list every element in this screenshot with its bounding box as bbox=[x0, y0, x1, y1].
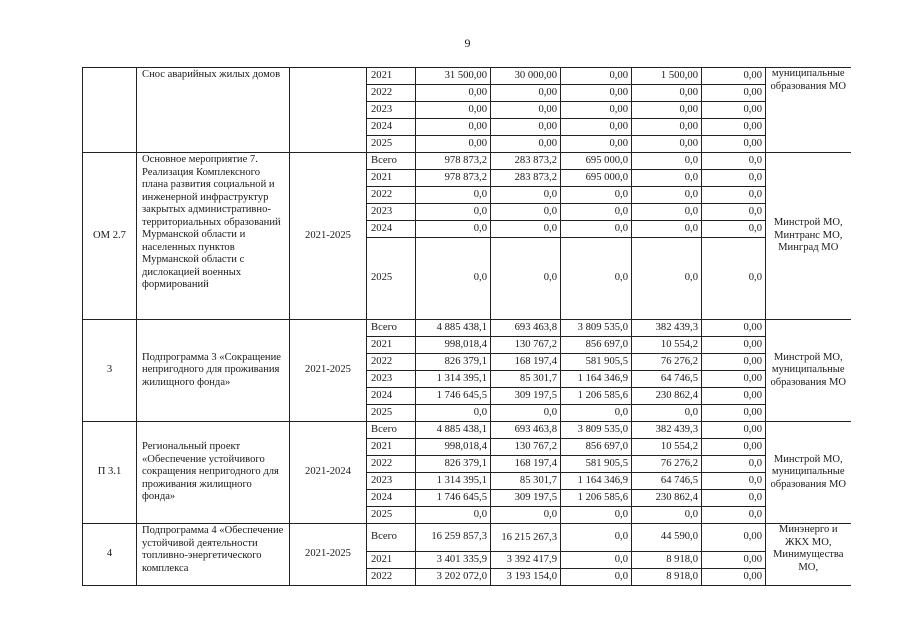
cell-federal: 0,00 bbox=[491, 85, 561, 102]
cell-total: 1 314 395,1 bbox=[416, 473, 491, 490]
row-year: 2025 bbox=[367, 507, 416, 524]
cell-federal: 0,00 bbox=[491, 119, 561, 136]
cell-total: 998,018,4 bbox=[416, 439, 491, 456]
cell-federal: 309 197,5 bbox=[491, 490, 561, 507]
block-period: 2021-2025 bbox=[290, 320, 367, 422]
cell-regional: 0,0 bbox=[561, 187, 632, 204]
cell-other: 0,00 bbox=[702, 569, 766, 586]
row-year: 2025 bbox=[367, 405, 416, 422]
row-year: 2021 bbox=[367, 68, 416, 85]
cell-other: 0,0 bbox=[702, 153, 766, 170]
row-year: 2022 bbox=[367, 187, 416, 204]
cell-total: 0,0 bbox=[416, 221, 491, 238]
cell-total: 4 885 438,1 bbox=[416, 422, 491, 439]
cell-federal: 0,0 bbox=[491, 204, 561, 221]
cell-total: 0,0 bbox=[416, 238, 491, 320]
cell-local: 10 554,2 bbox=[632, 337, 702, 354]
row-year: 2022 bbox=[367, 569, 416, 586]
cell-other: 0,0 bbox=[702, 187, 766, 204]
row-year: 2024 bbox=[367, 221, 416, 238]
row-year: 2023 bbox=[367, 371, 416, 388]
table-row bbox=[83, 422, 851, 439]
cell-federal: 693 463,8 bbox=[491, 422, 561, 439]
cell-local: 64 746,5 bbox=[632, 473, 702, 490]
cell-other: 0,00 bbox=[702, 354, 766, 371]
row-year: 2022 bbox=[367, 456, 416, 473]
cell-local: 8 918,0 bbox=[632, 552, 702, 569]
row-year: 2021 bbox=[367, 170, 416, 187]
cell-regional: 0,0 bbox=[561, 204, 632, 221]
cell-regional: 0,0 bbox=[561, 238, 632, 320]
cell-federal: 0,0 bbox=[491, 405, 561, 422]
cell-federal: 309 197,5 bbox=[491, 388, 561, 405]
block-executor: Минстрой МО, Минтранс МО, Минград МО bbox=[766, 153, 851, 320]
block-executor: Минстрой МО, муниципальные образования МО bbox=[766, 422, 851, 524]
row-year: 2024 bbox=[367, 119, 416, 136]
cell-total: 3 202 072,0 bbox=[416, 569, 491, 586]
cell-federal: 3 392 417,9 bbox=[491, 552, 561, 569]
block-period: 2021-2025 bbox=[290, 153, 367, 320]
cell-regional: 0,00 bbox=[561, 119, 632, 136]
cell-other: 0,00 bbox=[702, 439, 766, 456]
cell-total: 0,0 bbox=[416, 507, 491, 524]
cell-regional: 581 905,5 bbox=[561, 456, 632, 473]
cell-federal: 0,0 bbox=[491, 238, 561, 320]
cell-total: 3 401 335,9 bbox=[416, 552, 491, 569]
row-year: Всего bbox=[367, 153, 416, 170]
block-executor: муниципальные образования МО bbox=[766, 68, 851, 153]
cell-other: 0,0 bbox=[702, 456, 766, 473]
cell-other: 0,0 bbox=[702, 490, 766, 507]
cell-local: 0,0 bbox=[632, 153, 702, 170]
cell-local: 76 276,2 bbox=[632, 456, 702, 473]
cell-regional: 581 905,5 bbox=[561, 354, 632, 371]
row-year: 2021 bbox=[367, 439, 416, 456]
cell-regional: 0,0 bbox=[561, 569, 632, 586]
cell-total: 1 746 645,5 bbox=[416, 388, 491, 405]
cell-regional: 0,0 bbox=[561, 524, 632, 552]
cell-total: 978 873,2 bbox=[416, 170, 491, 187]
cell-total: 998,018,4 bbox=[416, 337, 491, 354]
cell-other: 0,0 bbox=[702, 473, 766, 490]
cell-other: 0,00 bbox=[702, 422, 766, 439]
cell-regional: 0,00 bbox=[561, 85, 632, 102]
cell-other: 0,00 bbox=[702, 388, 766, 405]
block-period: 2021-2024 bbox=[290, 422, 367, 524]
cell-local: 382 439,3 bbox=[632, 320, 702, 337]
row-year: Всего bbox=[367, 320, 416, 337]
cell-federal: 693 463,8 bbox=[491, 320, 561, 337]
cell-other: 0,00 bbox=[702, 68, 766, 85]
cell-other: 0,00 bbox=[702, 136, 766, 153]
cell-regional: 1 164 346,9 bbox=[561, 371, 632, 388]
cell-other: 0,00 bbox=[702, 524, 766, 552]
cell-regional: 1 164 346,9 bbox=[561, 473, 632, 490]
table-row bbox=[83, 153, 851, 170]
cell-other: 0,00 bbox=[702, 85, 766, 102]
cell-federal: 3 193 154,0 bbox=[491, 569, 561, 586]
cell-federal: 168 197,4 bbox=[491, 456, 561, 473]
cell-other: 0,00 bbox=[702, 337, 766, 354]
block-name: Основное мероприятие 7. Реализация Комплексного плана развития социальной и инженерной инфраструктур закрытых административно-территориальных образований Мурманской области и населенных пунктов Мурманской области с дислокацией военных формирований bbox=[137, 153, 290, 320]
cell-federal: 283 873,2 bbox=[491, 170, 561, 187]
cell-local: 0,00 bbox=[632, 85, 702, 102]
cell-total: 0,00 bbox=[416, 85, 491, 102]
cell-regional: 3 809 535,0 bbox=[561, 320, 632, 337]
block-name: Подпрограмма 4 «Обеспечение устойчивой деятельности топливно-энергетического комплекса bbox=[137, 524, 290, 586]
block-period bbox=[290, 68, 367, 153]
row-year: 2023 bbox=[367, 204, 416, 221]
cell-local: 0,0 bbox=[632, 170, 702, 187]
cell-local: 382 439,3 bbox=[632, 422, 702, 439]
budget-table bbox=[82, 67, 851, 586]
block-code: П 3.1 bbox=[83, 422, 137, 524]
block-executor: Минэнерго и ЖКХ МО, Минимущества МО, bbox=[766, 524, 851, 586]
row-year: 2022 bbox=[367, 354, 416, 371]
cell-total: 978 873,2 bbox=[416, 153, 491, 170]
cell-federal: 0,0 bbox=[491, 221, 561, 238]
cell-total: 826 379,1 bbox=[416, 456, 491, 473]
cell-total: 1 314 395,1 bbox=[416, 371, 491, 388]
cell-other: 0,0 bbox=[702, 204, 766, 221]
cell-total: 826 379,1 bbox=[416, 354, 491, 371]
cell-regional: 856 697,0 bbox=[561, 337, 632, 354]
cell-other: 0,0 bbox=[702, 221, 766, 238]
row-year: 2025 bbox=[367, 136, 416, 153]
cell-local: 0,0 bbox=[632, 204, 702, 221]
cell-regional: 1 206 585,6 bbox=[561, 388, 632, 405]
row-year: 2024 bbox=[367, 388, 416, 405]
cell-federal: 130 767,2 bbox=[491, 337, 561, 354]
block-executor: Минстрой МО, муниципальные образования МО bbox=[766, 320, 851, 422]
row-year: 2023 bbox=[367, 102, 416, 119]
row-year: Всего bbox=[367, 422, 416, 439]
block-code: 3 bbox=[83, 320, 137, 422]
row-year: 2025 bbox=[367, 238, 416, 320]
cell-federal: 30 000,00 bbox=[491, 68, 561, 85]
cell-local: 0,0 bbox=[632, 221, 702, 238]
cell-local: 0,00 bbox=[632, 119, 702, 136]
row-year: Всего bbox=[367, 524, 416, 552]
cell-local: 8 918,0 bbox=[632, 569, 702, 586]
cell-regional: 695 000,0 bbox=[561, 170, 632, 187]
cell-federal: 168 197,4 bbox=[491, 354, 561, 371]
table-row bbox=[83, 320, 851, 337]
cell-local: 0,0 bbox=[632, 405, 702, 422]
cell-federal: 130 767,2 bbox=[491, 439, 561, 456]
cell-regional: 0,0 bbox=[561, 405, 632, 422]
cell-total: 0,00 bbox=[416, 119, 491, 136]
cell-total: 0,0 bbox=[416, 187, 491, 204]
cell-total: 0,0 bbox=[416, 204, 491, 221]
cell-other: 0,00 bbox=[702, 371, 766, 388]
cell-federal: 0,00 bbox=[491, 136, 561, 153]
block-name: Подпрограмма 3 «Сокращение непригодного для проживания жилищного фонда» bbox=[137, 320, 290, 422]
cell-federal: 0,0 bbox=[491, 187, 561, 204]
cell-other: 0,00 bbox=[702, 552, 766, 569]
row-year: 2023 bbox=[367, 473, 416, 490]
block-period: 2021-2025 bbox=[290, 524, 367, 586]
cell-regional: 0,0 bbox=[561, 221, 632, 238]
cell-regional: 0,0 bbox=[561, 507, 632, 524]
cell-other: 0,0 bbox=[702, 238, 766, 320]
cell-regional: 0,00 bbox=[561, 68, 632, 85]
cell-federal: 85 301,7 bbox=[491, 473, 561, 490]
cell-local: 0,0 bbox=[632, 238, 702, 320]
cell-total: 0,0 bbox=[416, 405, 491, 422]
cell-regional: 695 000,0 bbox=[561, 153, 632, 170]
cell-regional: 0,00 bbox=[561, 136, 632, 153]
cell-total: 1 746 645,5 bbox=[416, 490, 491, 507]
cell-federal: 16 215 267,3 bbox=[491, 524, 561, 552]
row-year: 2024 bbox=[367, 490, 416, 507]
cell-regional: 856 697,0 bbox=[561, 439, 632, 456]
block-code bbox=[83, 68, 137, 153]
cell-federal: 85 301,7 bbox=[491, 371, 561, 388]
cell-total: 16 259 857,3 bbox=[416, 524, 491, 552]
cell-federal: 0,0 bbox=[491, 507, 561, 524]
table-row bbox=[83, 68, 851, 85]
row-year: 2022 bbox=[367, 85, 416, 102]
cell-regional: 1 206 585,6 bbox=[561, 490, 632, 507]
cell-other: 0,00 bbox=[702, 102, 766, 119]
cell-local: 0,00 bbox=[632, 102, 702, 119]
cell-local: 230 862,4 bbox=[632, 388, 702, 405]
cell-other: 0,00 bbox=[702, 320, 766, 337]
cell-regional: 3 809 535,0 bbox=[561, 422, 632, 439]
block-name: Региональный проект «Обеспечение устойчивого сокращения непригодного для проживания жилищного фонда» bbox=[137, 422, 290, 524]
cell-local: 230 862,4 bbox=[632, 490, 702, 507]
block-code: 4 bbox=[83, 524, 137, 586]
cell-total: 4 885 438,1 bbox=[416, 320, 491, 337]
block-code: ОМ 2.7 bbox=[83, 153, 137, 320]
cell-local: 0,0 bbox=[632, 187, 702, 204]
cell-local: 76 276,2 bbox=[632, 354, 702, 371]
cell-regional: 0,0 bbox=[561, 552, 632, 569]
row-year: 2021 bbox=[367, 337, 416, 354]
cell-local: 64 746,5 bbox=[632, 371, 702, 388]
cell-local: 0,0 bbox=[632, 507, 702, 524]
page-number: 9 bbox=[464, 36, 471, 50]
cell-other: 0,00 bbox=[702, 405, 766, 422]
row-year: 2021 bbox=[367, 552, 416, 569]
cell-other: 0,0 bbox=[702, 170, 766, 187]
cell-local: 44 590,0 bbox=[632, 524, 702, 552]
block-name: Снос аварийных жилых домов bbox=[137, 68, 290, 153]
cell-regional: 0,00 bbox=[561, 102, 632, 119]
cell-federal: 0,00 bbox=[491, 102, 561, 119]
cell-other: 0,0 bbox=[702, 507, 766, 524]
cell-federal: 283 873,2 bbox=[491, 153, 561, 170]
cell-local: 0,00 bbox=[632, 136, 702, 153]
cell-local: 10 554,2 bbox=[632, 439, 702, 456]
table-row bbox=[83, 524, 851, 552]
cell-total: 31 500,00 bbox=[416, 68, 491, 85]
cell-total: 0,00 bbox=[416, 136, 491, 153]
cell-total: 0,00 bbox=[416, 102, 491, 119]
cell-local: 1 500,00 bbox=[632, 68, 702, 85]
cell-other: 0,00 bbox=[702, 119, 766, 136]
